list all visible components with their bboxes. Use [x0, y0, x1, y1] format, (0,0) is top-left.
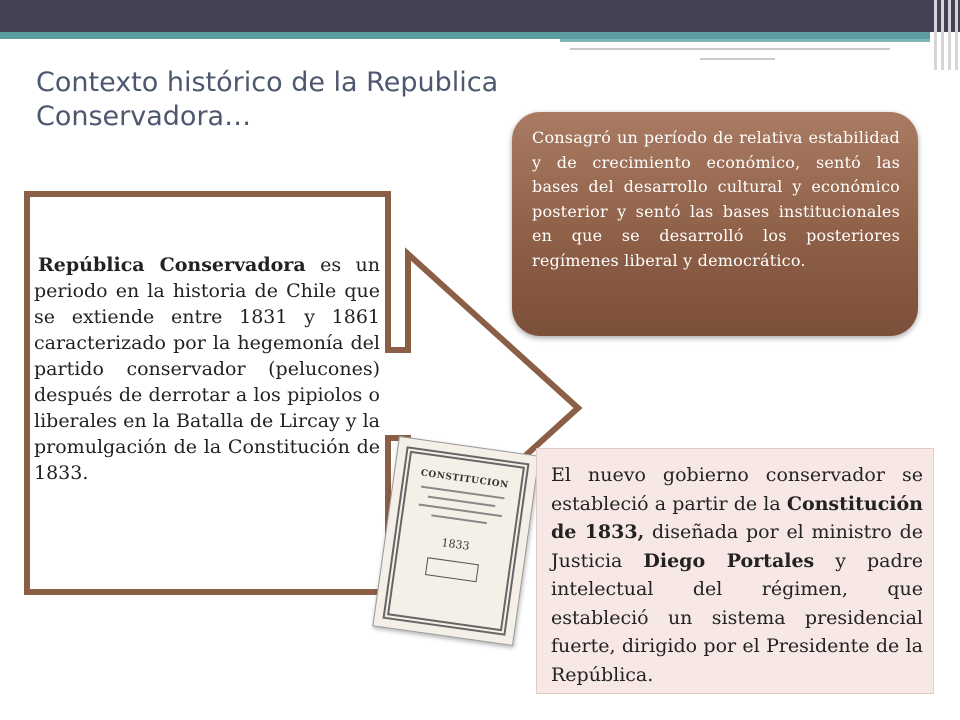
document-title: CONSTITUCION: [420, 468, 510, 491]
document-year: 1833: [440, 536, 471, 553]
constitution-text-part1: El nuevo gobierno conservador se estableció a partir de la: [551, 464, 923, 515]
main-body-text: es un periodo en la historia de Chile que se extiende entre 1831 y 1861 caracterizado por la hegemonía del partido conservador (pelucones) después de derrotar a los pipiolos o liberales en la Batalla de Lircay y la promulgación de la Constitución de 1833.: [34, 254, 380, 484]
constitution-text-part3: y padre intelectual del régimen, que estableció un sistema presidencial fuerte, dirigido por el Presidente de la República.: [551, 549, 924, 686]
constitution-text-part2: diseñada por el ministro de Justicia: [551, 521, 923, 572]
stability-callout: [512, 112, 918, 336]
constitution-bold-portales: Diego Portales: [643, 549, 815, 572]
constitution-text: [551, 461, 923, 689]
stability-text: Consagró un período de relativa estabilidad y de crecimiento económico, sentó las bases del desarrollo cultural y económico posterior y sentó las bases institucionales en que se desarrolló los posteriores regímenes liberal y democrático.: [532, 128, 900, 270]
main-description: [34, 252, 380, 486]
constitution-bold-1833: Constitución de 1833,: [551, 492, 923, 543]
main-bold-lead: República Conservadora: [38, 254, 306, 276]
constitution-callout: [536, 448, 934, 694]
document-stamp: [425, 557, 479, 582]
slide-title: Contexto histórico de la Republica Conservadora…: [36, 67, 499, 132]
constitution-document-image: [372, 436, 539, 646]
